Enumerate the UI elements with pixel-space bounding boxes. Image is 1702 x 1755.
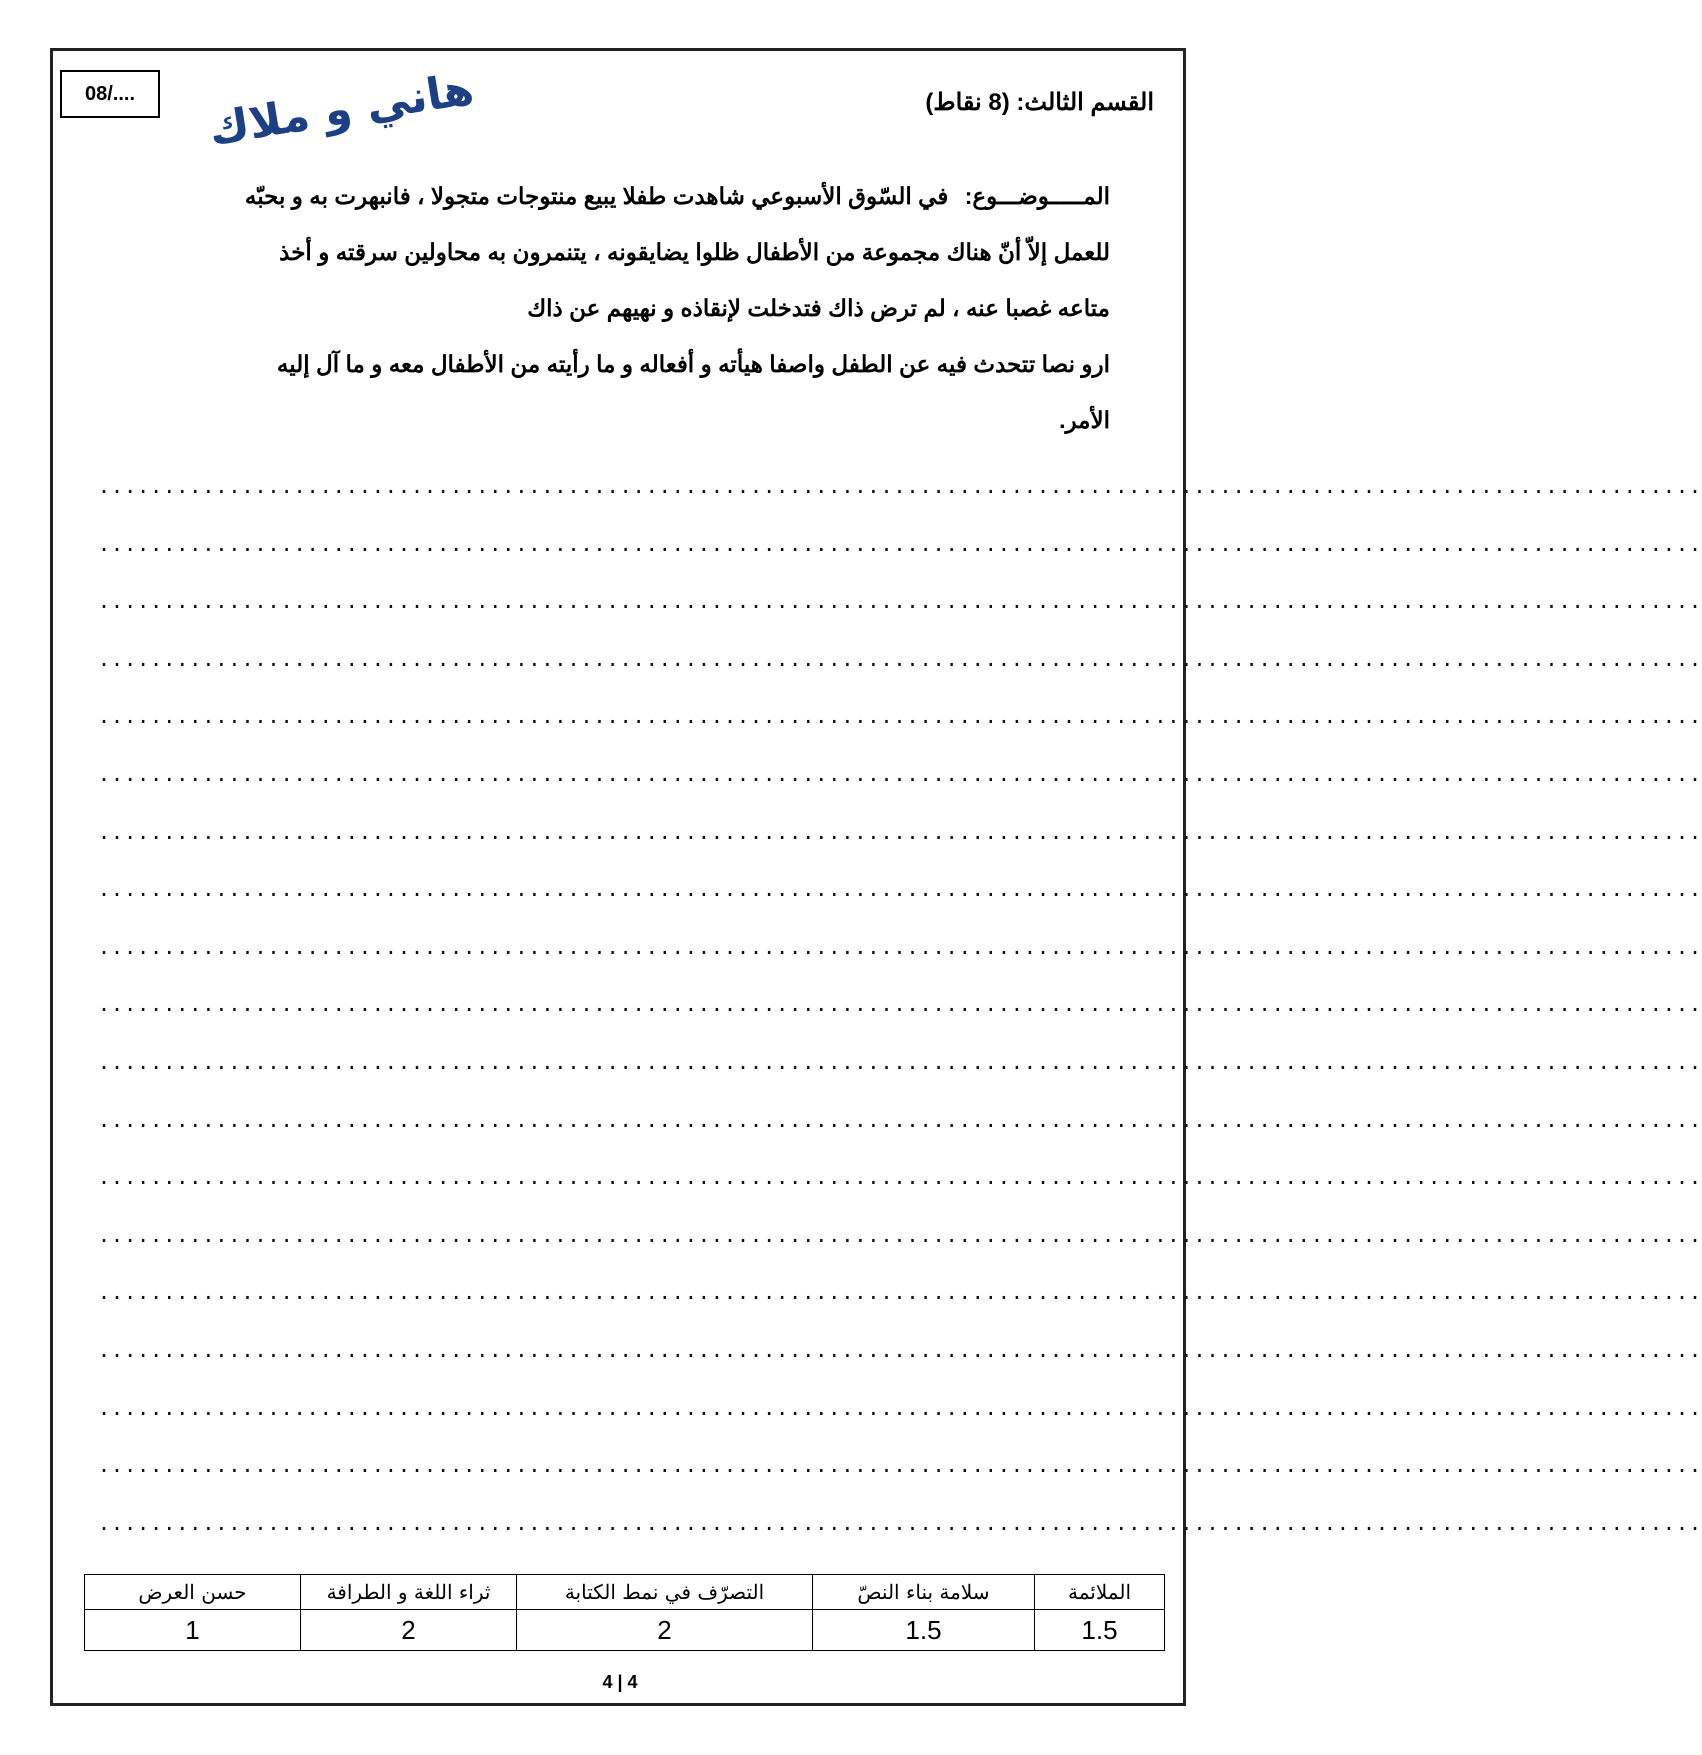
- page-number: 4 | 4: [602, 1672, 638, 1692]
- task-line-1: ارو نصا تتحدث فيه عن الطفل واصفا هيأته و أفعاله و ما رأيته من الأطفال معه و ما آل إليه: [276, 351, 1110, 377]
- answer-line[interactable]: ...........................................................................................................................: [98, 474, 1702, 498]
- prompt-text: في السّوق الأسبوعي شاهدت طفلا يبيع منتوجات متجولا ، فانبهرت به و بحبّه: [244, 183, 949, 209]
- answer-line[interactable]: ...........................................................................................................................: [98, 646, 1702, 671]
- answer-line[interactable]: ...........................................................................................................................: [98, 877, 1702, 902]
- rubric-value-cell: 2: [517, 1610, 813, 1651]
- section-points: (8 نقاط): [925, 89, 1010, 116]
- rubric-header-row: [85, 1575, 1165, 1610]
- answer-line[interactable]: ...........................................................................................................................: [98, 1453, 1702, 1478]
- section-title: [925, 88, 1154, 117]
- answer-line[interactable]: ...........................................................................................................................: [98, 1222, 1702, 1247]
- rubric-header-cell: الملائمة: [1035, 1575, 1165, 1610]
- answer-line[interactable]: ...........................................................................................................................: [98, 1165, 1702, 1190]
- answer-line[interactable]: ...........................................................................................................................: [98, 1337, 1702, 1362]
- answer-line[interactable]: ...........................................................................................................................: [98, 704, 1702, 729]
- rubric-value-cell: 1.5: [813, 1610, 1035, 1651]
- score-box: [60, 70, 160, 118]
- rubric-value-cell: 1.5: [1035, 1610, 1165, 1651]
- rubric-value-cell: 1: [85, 1610, 301, 1651]
- grading-rubric-table: [84, 1574, 1165, 1651]
- answer-line[interactable]: ...........................................................................................................................: [98, 992, 1702, 1017]
- prompt-line-1: [80, 168, 1110, 224]
- answer-line[interactable]: ...........................................................................................................................: [98, 761, 1702, 786]
- rubric-header-cell: حسن العرض: [85, 1575, 301, 1610]
- task-line-2: الأمر.: [1059, 407, 1110, 433]
- prompt-line-2: للعمل إلاّ أنّ هناك مجموعة من الأطفال ظلوا يضايقونه ، يتنمرون به محاولين سرقته و أخذ: [279, 239, 1110, 265]
- essay-prompt: [80, 168, 1110, 448]
- handwritten-names: [182, 63, 502, 156]
- answer-lines: [98, 458, 1702, 1552]
- rubric-values-row: [85, 1610, 1165, 1651]
- rubric-header-cell: ثراء اللغة و الطرافة: [301, 1575, 517, 1610]
- answer-line[interactable]: ...........................................................................................................................: [98, 589, 1702, 614]
- answer-line[interactable]: ...........................................................................................................................: [98, 1049, 1702, 1074]
- answer-line[interactable]: ...........................................................................................................................: [98, 1280, 1702, 1305]
- rubric-header-cell: التصرّف في نمط الكتابة: [517, 1575, 813, 1610]
- rubric-header-cell: سلامة بناء النصّ: [813, 1575, 1035, 1610]
- section-title-label: القسم الثالث:: [1016, 89, 1154, 116]
- answer-line[interactable]: ...........................................................................................................................: [98, 1395, 1702, 1420]
- answer-line[interactable]: ...........................................................................................................................: [98, 819, 1702, 844]
- rubric-value-cell: 2: [301, 1610, 517, 1651]
- handwritten-names-text: هاني و ملاك: [205, 63, 478, 156]
- prompt-label: المـــــوضـــوع:: [964, 183, 1110, 209]
- score-text: 08/....: [84, 82, 136, 105]
- answer-line[interactable]: ...........................................................................................................................: [98, 1510, 1702, 1535]
- prompt-line-3: متاعه غصبا عنه ، لم ترض ذاك فتدخلت لإنقاذه و نهيهم عن ذاك: [527, 295, 1110, 321]
- answer-line[interactable]: ...........................................................................................................................: [98, 1107, 1702, 1132]
- answer-line[interactable]: ...........................................................................................................................: [98, 934, 1702, 959]
- answer-line[interactable]: ...........................................................................................................................: [98, 531, 1702, 556]
